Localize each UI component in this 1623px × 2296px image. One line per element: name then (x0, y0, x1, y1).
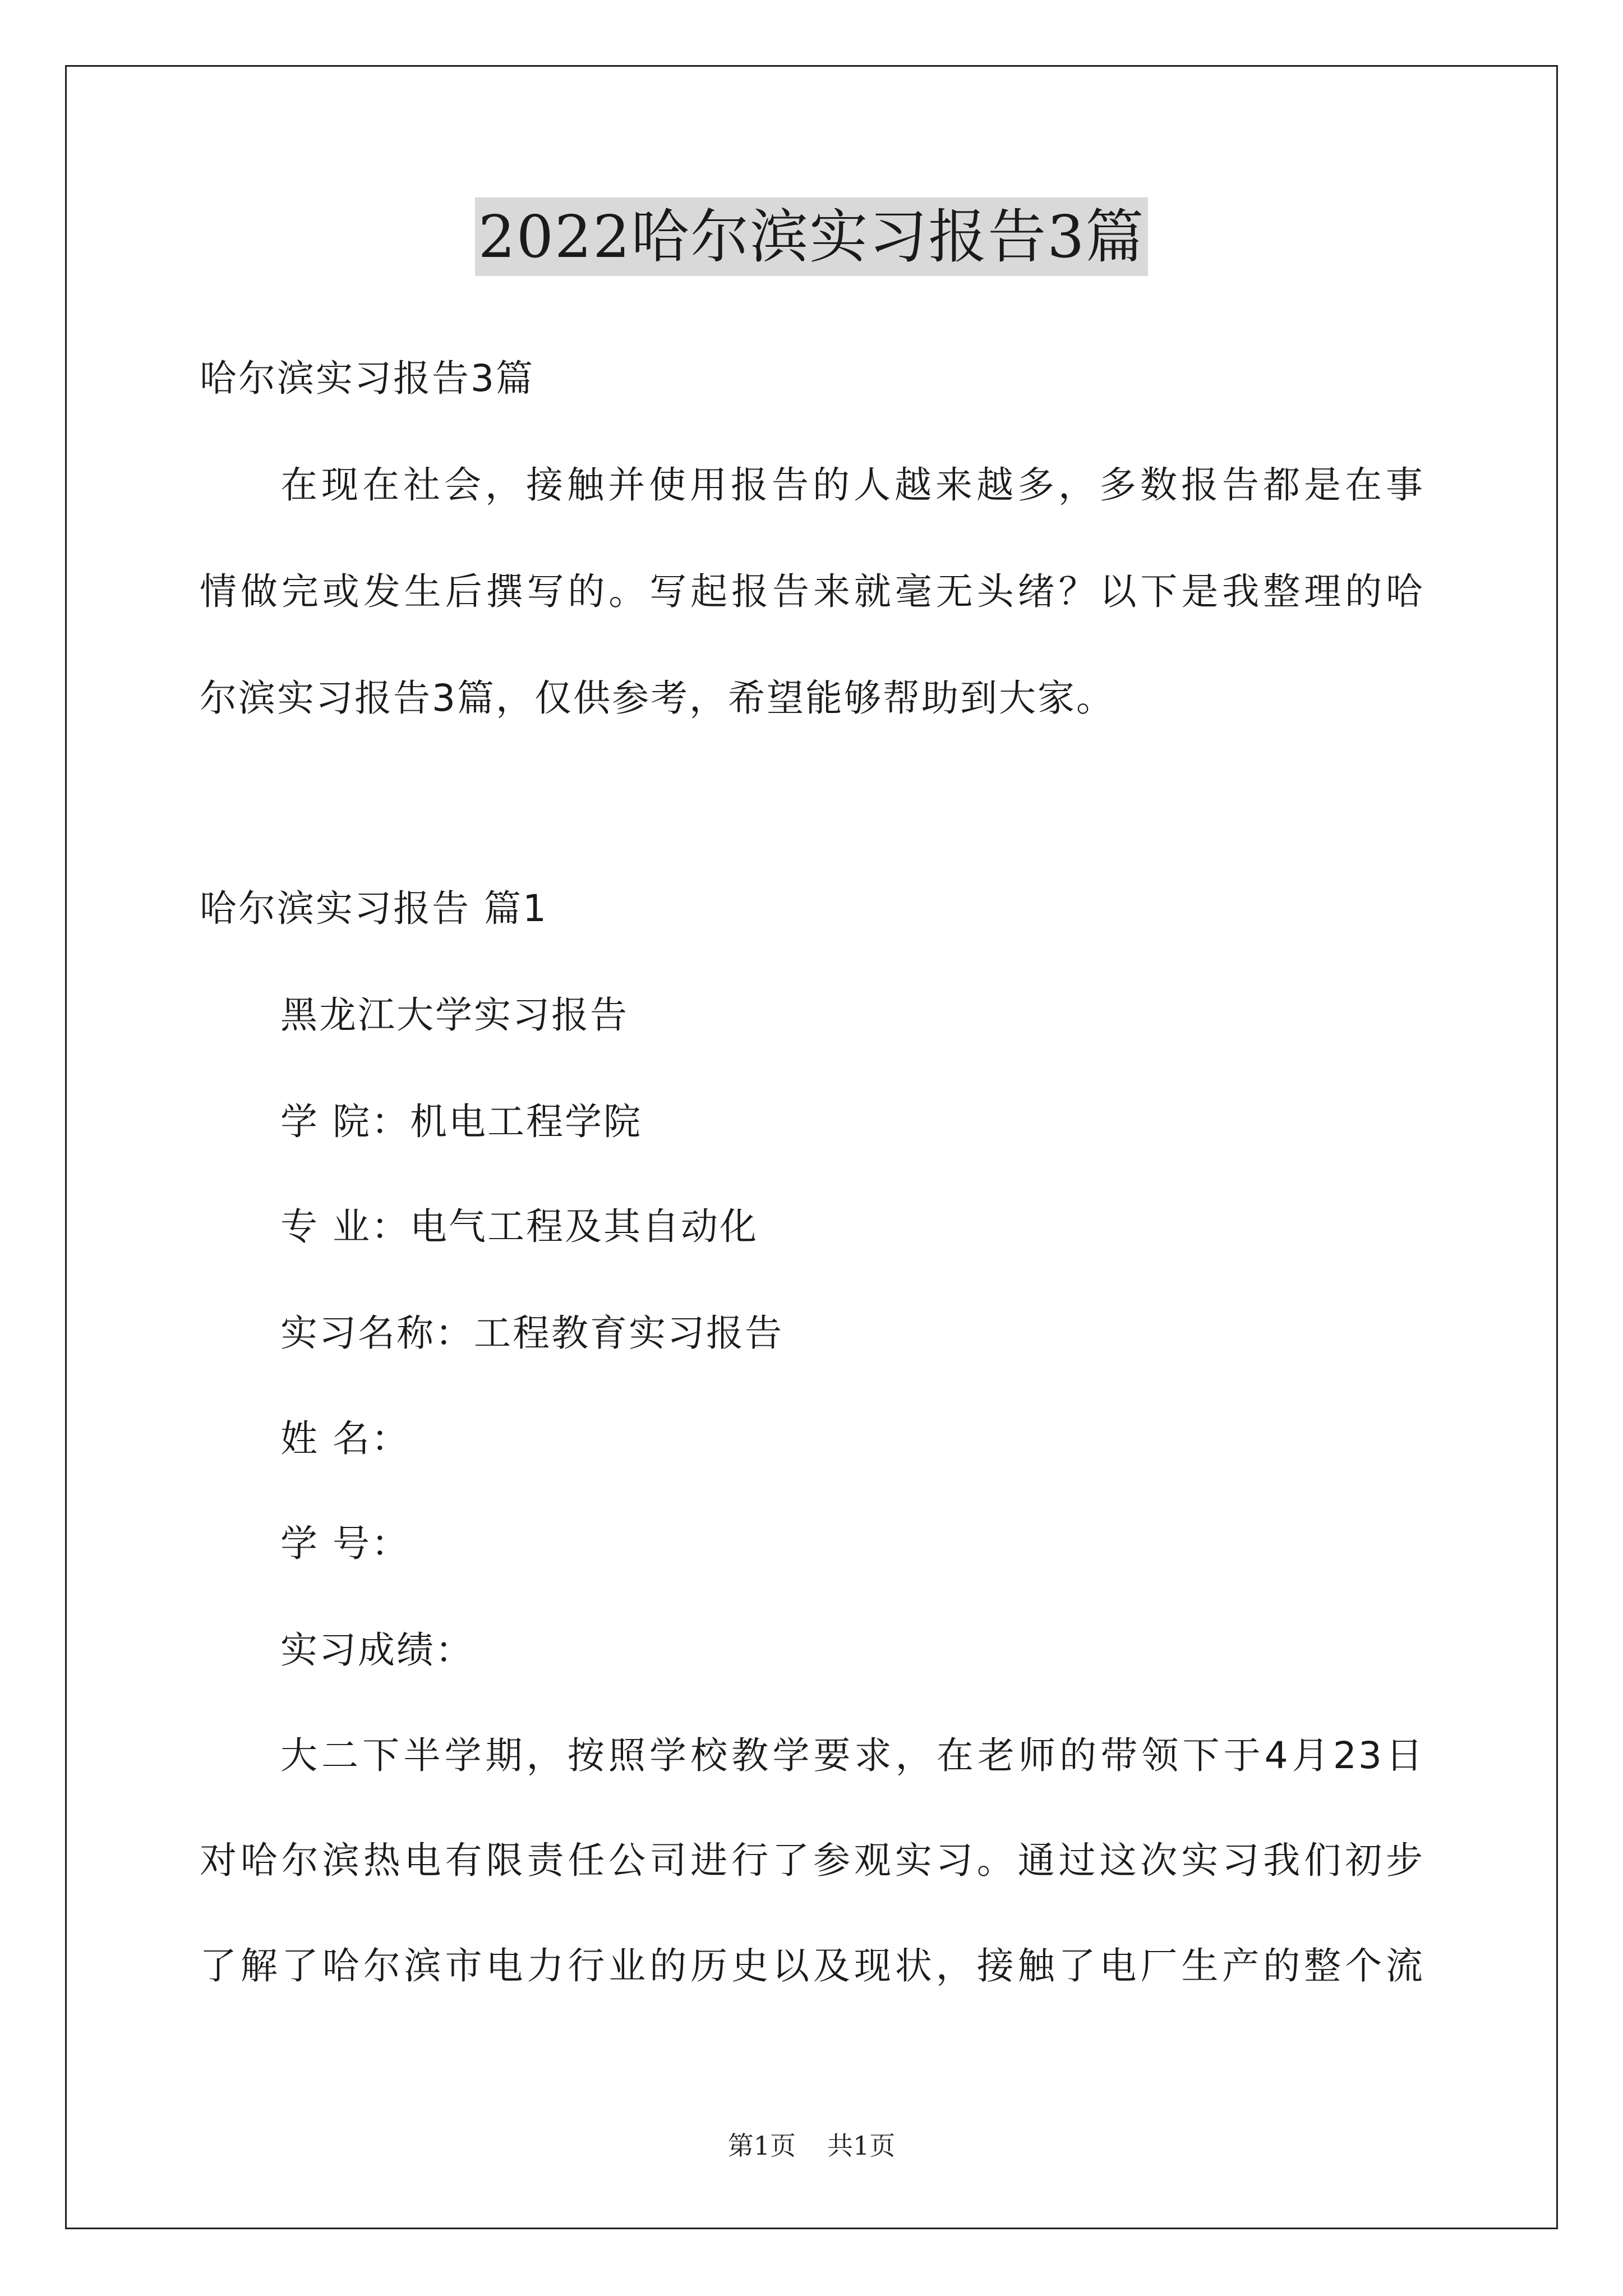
document-title: 2022哈尔滨实习报告3篇 (475, 197, 1149, 276)
page-footer (0, 2129, 1623, 2162)
intro-line-3: 尔滨实习报告3篇，仅供参考，希望能够帮助到大家。 (200, 677, 1115, 720)
intro-line-2: 情做完或发生后撰写的。写起报告来就毫无头绪？以下是我整理的哈 (200, 570, 1424, 613)
intro-line-1: 在现在社会，接触并使用报告的人越来越多，多数报告都是在事 (280, 463, 1424, 507)
field-college: 学 院：机电工程学院 (280, 1100, 642, 1143)
body-line-1: 大二下半学期，按照学校教学要求，在老师的带领下于4月23日 (280, 1734, 1424, 1777)
body-line-3: 了解了哈尔滨市电力行业的历史以及现状，接触了电厂生产的整个流 (200, 1944, 1424, 1987)
field-name: 姓 名： (280, 1417, 410, 1460)
body-line-2: 对哈尔滨热电有限责任公司进行了参观实习。通过这次实习我们初步 (200, 1839, 1424, 1882)
field-grade: 实习成绩： (280, 1628, 474, 1672)
report-title: 黑龙江大学实习报告 (280, 993, 629, 1037)
field-major: 专 业：电气工程及其自动化 (280, 1205, 758, 1248)
document-subtitle: 哈尔滨实习报告3篇 (200, 357, 534, 400)
title-container (0, 197, 1623, 276)
field-student-id: 学 号： (280, 1522, 410, 1565)
page-total: 共1页 (827, 2131, 896, 2161)
page-number: 第1页 (727, 2131, 796, 2161)
field-internship-name: 实习名称：工程教育实习报告 (280, 1312, 783, 1355)
section-heading: 哈尔滨实习报告 篇1 (200, 887, 548, 930)
